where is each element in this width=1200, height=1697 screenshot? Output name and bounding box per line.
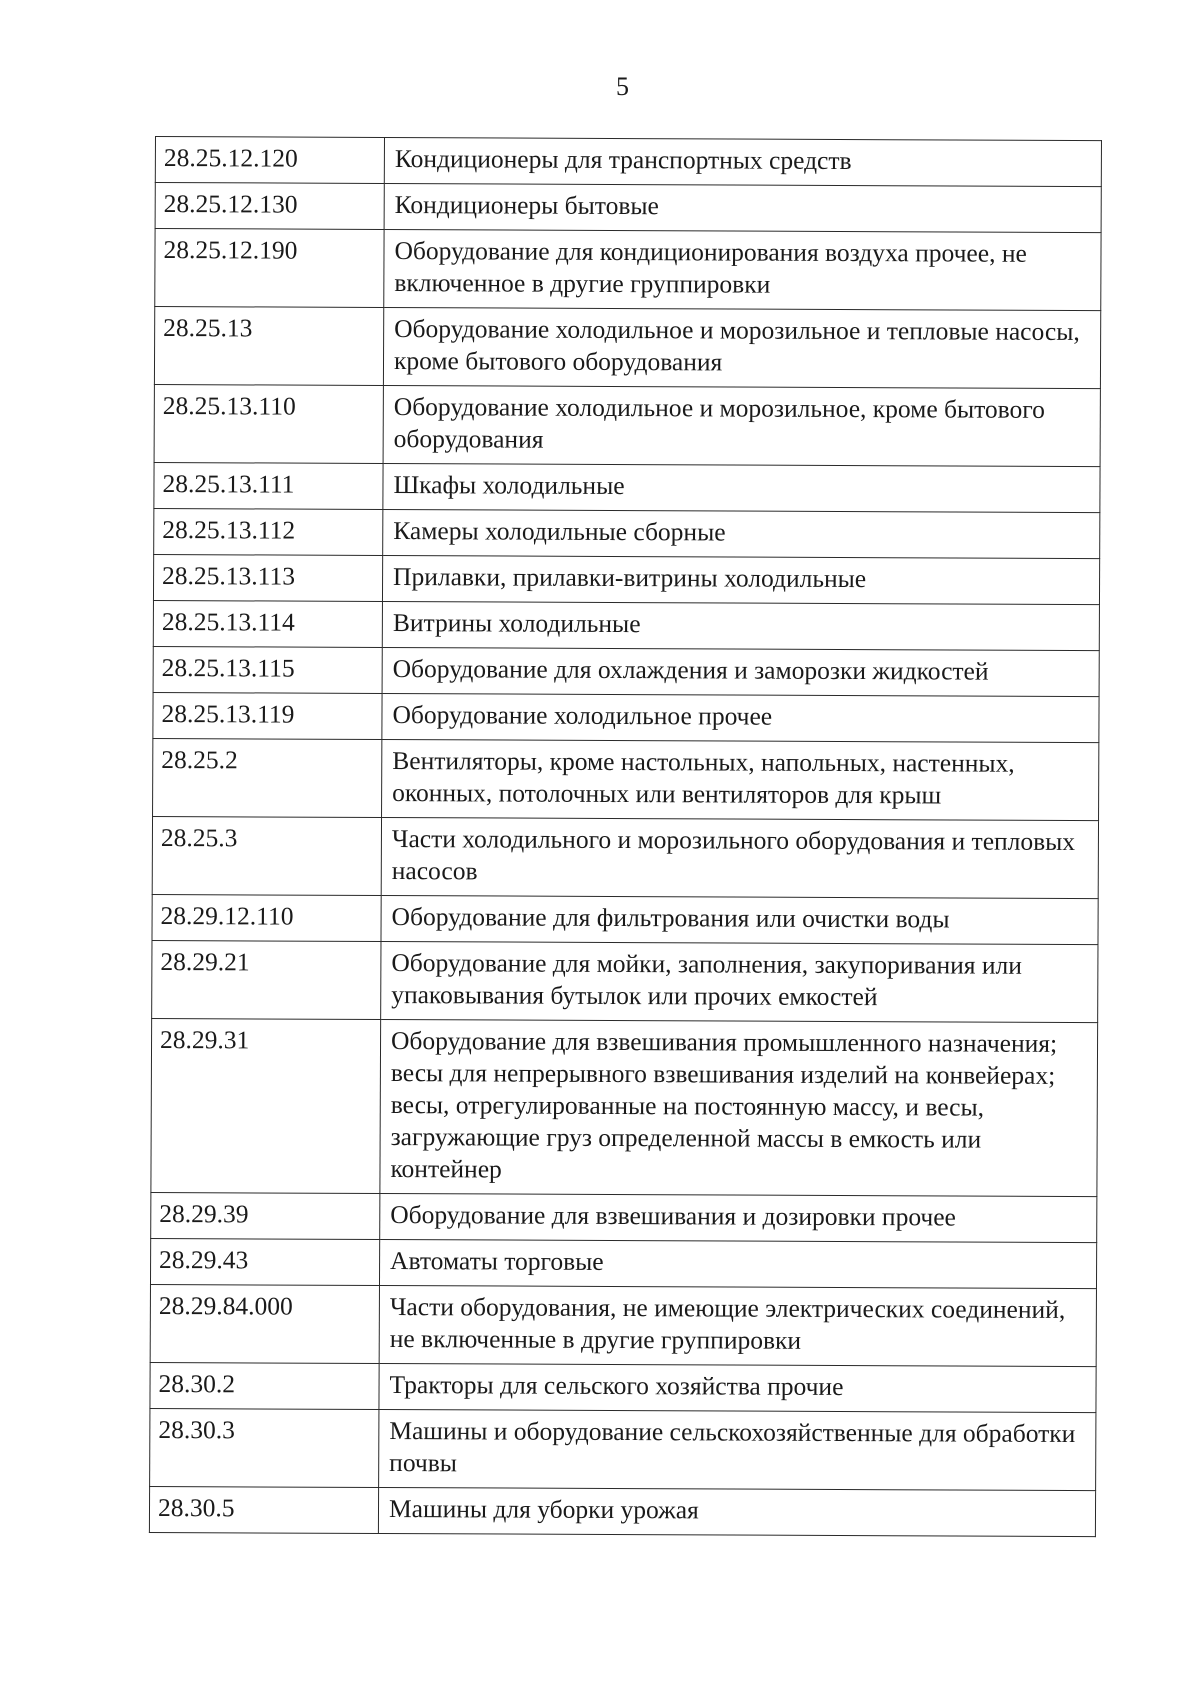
table-row — [149, 1486, 1095, 1536]
table-row — [150, 1238, 1096, 1288]
table-row — [153, 646, 1099, 696]
row-code: 28.29.39 — [151, 1192, 380, 1239]
row-description: Оборудование для мойки, заполнения, закупоривания или упаковывания бутылок или прочих емкостей — [381, 941, 1098, 1022]
table-row — [153, 692, 1099, 742]
table-row — [154, 462, 1100, 512]
row-description: Автоматы торговые — [379, 1239, 1096, 1288]
row-description: Оборудование для взвешивания и дозировки прочее — [380, 1193, 1097, 1242]
table-row — [150, 1362, 1096, 1412]
table-row — [153, 738, 1099, 820]
row-code: 28.30.2 — [150, 1362, 379, 1409]
row-code: 28.25.12.120 — [155, 137, 384, 184]
row-description: Камеры холодильные сборные — [383, 509, 1100, 558]
row-code: 28.25.3 — [152, 816, 381, 895]
row-description: Оборудование для кондиционирования воздуха прочее, не включенное в другие группировки — [384, 230, 1101, 311]
row-description: Части оборудования, не имеющие электрических соединений, не включенные в другие группировки — [379, 1285, 1096, 1366]
row-code: 28.25.12.130 — [155, 183, 384, 230]
row-code: 28.25.13.110 — [154, 384, 383, 463]
table-row — [153, 600, 1099, 650]
table-row — [154, 307, 1100, 389]
table-row — [153, 554, 1099, 604]
table-row — [155, 229, 1101, 311]
row-description: Оборудование для фильтрования или очистки воды — [381, 895, 1098, 944]
row-description: Машины и оборудование сельскохозяйственные для обработки почвы — [379, 1409, 1096, 1490]
row-description: Прилавки, прилавки-витрины холодильные — [382, 555, 1099, 604]
table-row — [151, 1018, 1098, 1196]
row-code: 28.25.12.190 — [155, 229, 384, 308]
row-code: 28.30.3 — [150, 1408, 379, 1487]
row-code: 28.30.5 — [149, 1486, 378, 1533]
row-code: 28.29.12.110 — [152, 894, 381, 941]
table-row — [150, 1284, 1096, 1366]
row-description: Кондиционеры бытовые — [384, 184, 1101, 233]
row-code: 28.29.31 — [151, 1018, 381, 1193]
row-description: Оборудование холодильное прочее — [382, 693, 1099, 742]
row-description: Витрины холодильные — [382, 601, 1099, 650]
row-description: Части холодильного и морозильного оборудования и тепловых насосов — [381, 817, 1098, 898]
table-row — [155, 183, 1101, 233]
classification-table — [149, 136, 1102, 1537]
table-row — [151, 1192, 1097, 1242]
row-description: Оборудование для взвешивания промышленного назначения; весы для непрерывного взвешивания изделий на конвейерах; весы, отрегулированные на постоянную массу, и весы, загружающие груз определенной массы в емкость или контейнер — [380, 1019, 1098, 1196]
row-description: Оборудование холодильное и морозильное и тепловые насосы, кроме бытового оборудования — [383, 307, 1100, 388]
table-row — [152, 894, 1098, 944]
row-code: 28.29.43 — [150, 1238, 379, 1285]
page-number: 5 — [616, 72, 629, 101]
table-row — [154, 384, 1100, 466]
table-body — [149, 137, 1101, 1537]
row-code: 28.25.13.111 — [154, 462, 383, 509]
row-description: Тракторы для сельского хозяйства прочие — [379, 1363, 1096, 1412]
row-code: 28.25.13.119 — [153, 692, 382, 739]
row-description: Оборудование холодильное и морозильное, кроме бытового оборудования — [383, 385, 1100, 466]
row-code: 28.25.13.113 — [153, 554, 382, 601]
row-code: 28.29.84.000 — [150, 1284, 379, 1363]
row-code: 28.25.2 — [153, 738, 382, 817]
row-code: 28.25.13.114 — [153, 600, 382, 647]
table-row — [155, 137, 1101, 187]
row-description: Кондиционеры для транспортных средств — [384, 138, 1101, 187]
row-description: Шкафы холодильные — [383, 463, 1100, 512]
table-row — [154, 508, 1100, 558]
row-description: Вентиляторы, кроме настольных, напольных, настенных, оконных, потолочных или вентиляторов для крыш — [382, 739, 1099, 820]
row-description: Оборудование для охлаждения и заморозки жидкостей — [382, 647, 1099, 696]
row-code: 28.29.21 — [152, 940, 381, 1019]
row-code: 28.25.13.112 — [154, 508, 383, 555]
table-row — [152, 816, 1098, 898]
row-description: Машины для уборки урожая — [378, 1487, 1095, 1536]
table-row — [152, 940, 1098, 1022]
table-row — [150, 1408, 1096, 1490]
row-code: 28.25.13 — [154, 307, 383, 386]
row-code: 28.25.13.115 — [153, 646, 382, 693]
